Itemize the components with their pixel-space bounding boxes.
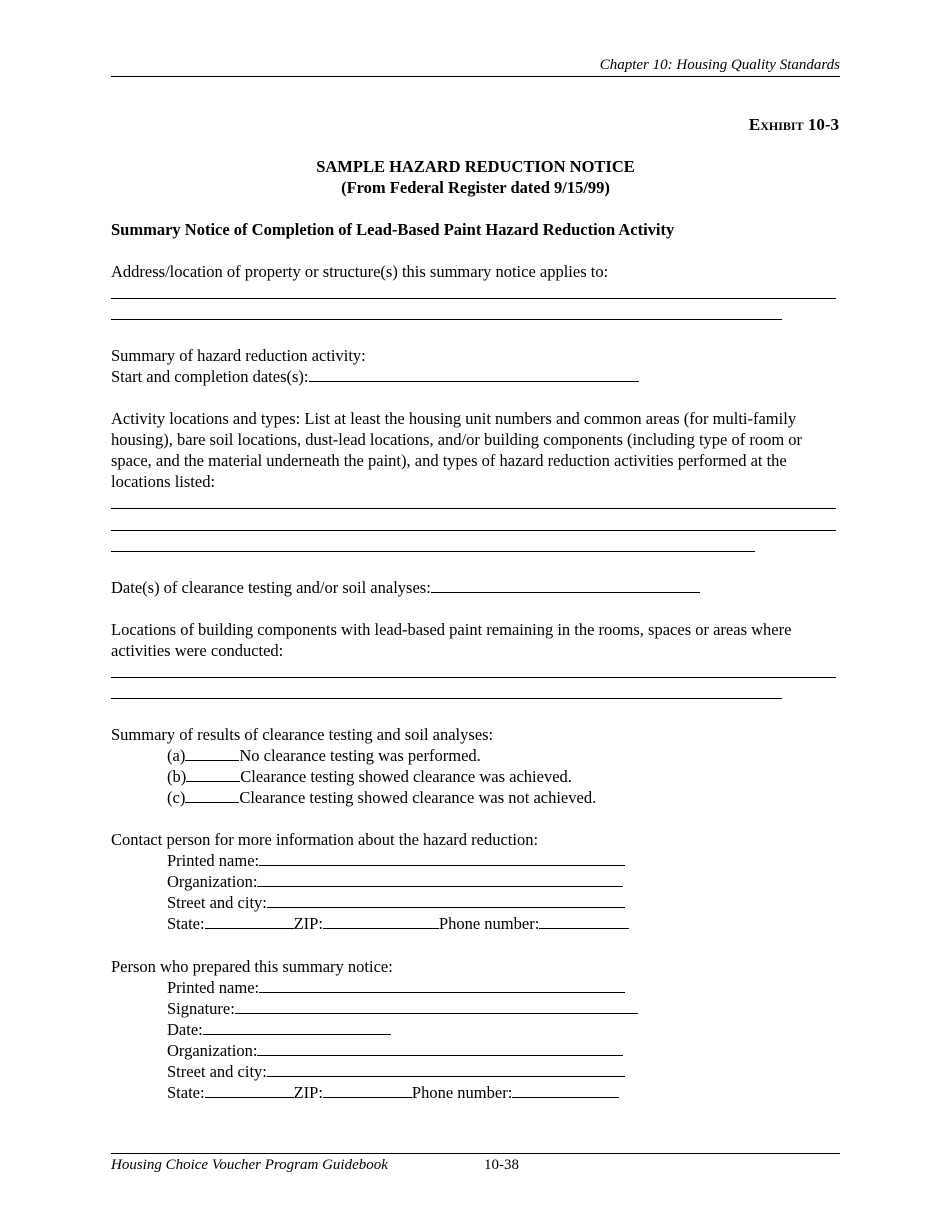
clearance-dates-row bbox=[111, 577, 700, 598]
contact-printed-name-row bbox=[167, 850, 625, 871]
preparer-phone-field[interactable] bbox=[512, 1082, 619, 1098]
field-label: Phone number: bbox=[411, 1083, 513, 1102]
contact-organization-row bbox=[167, 871, 623, 892]
exhibit-label bbox=[749, 114, 839, 136]
option-c-field[interactable] bbox=[185, 787, 239, 803]
field-label: ZIP: bbox=[293, 1083, 323, 1102]
preparer-date-field[interactable] bbox=[203, 1019, 391, 1035]
address-line-2[interactable] bbox=[111, 319, 782, 320]
option-text: Clearance testing showed clearance was not achieved. bbox=[239, 788, 597, 807]
preparer-street-row bbox=[167, 1061, 625, 1082]
contact-state-field[interactable] bbox=[205, 913, 294, 929]
clearance-dates-field[interactable] bbox=[431, 577, 700, 593]
footer-title: Housing Choice Voucher Program Guidebook bbox=[111, 1157, 388, 1173]
preparer-organization-field[interactable] bbox=[257, 1040, 623, 1056]
summary-heading: Summary of hazard reduction activity: bbox=[111, 346, 366, 365]
contact-street-row bbox=[167, 892, 625, 913]
contact-zip-field[interactable] bbox=[323, 913, 439, 929]
address-line-1[interactable] bbox=[111, 298, 836, 299]
form-subtitle: Summary Notice of Completion of Lead-Based Paint Hazard Reduction Activity bbox=[111, 220, 675, 239]
address-label: Address/location of property or structure(s) this summary notice applies to: bbox=[111, 262, 609, 281]
field-label: Street and city: bbox=[167, 1062, 267, 1081]
contact-organization-field[interactable] bbox=[257, 871, 623, 887]
remaining-line-1[interactable] bbox=[111, 677, 836, 678]
footer-rule bbox=[111, 1153, 840, 1154]
preparer-organization-row bbox=[167, 1040, 623, 1061]
title-line-1: SAMPLE HAZARD REDUCTION NOTICE bbox=[316, 157, 635, 176]
result-option-a bbox=[167, 745, 481, 766]
contact-printed-name-field[interactable] bbox=[259, 850, 625, 866]
activity-text: Activity locations and types: List at least the housing unit numbers and common areas (for multi-family housing), bare soil locations, dust-lead locations, and/or building components (including type of room or space, and the material underneath the paint), and types of hazard reduction activities performed at the locations listed: bbox=[111, 409, 803, 491]
dates-field[interactable] bbox=[309, 366, 639, 382]
preparer-heading: Person who prepared this summary notice: bbox=[111, 957, 393, 976]
exhibit-word: Exhibit bbox=[748, 115, 804, 134]
field-label: State: bbox=[167, 914, 205, 933]
field-label: Date: bbox=[167, 1020, 203, 1039]
field-label: State: bbox=[167, 1083, 205, 1102]
option-key: (b) bbox=[167, 767, 187, 786]
option-b-field[interactable] bbox=[186, 766, 240, 782]
field-label: ZIP: bbox=[293, 914, 323, 933]
preparer-date-row bbox=[167, 1019, 391, 1040]
activity-line-1[interactable] bbox=[111, 508, 836, 509]
dates-row bbox=[111, 366, 639, 387]
title-line-2: (From Federal Register dated 9/15/99) bbox=[341, 178, 610, 197]
preparer-state-row bbox=[167, 1082, 619, 1103]
header-rule bbox=[111, 76, 840, 77]
field-label: Printed name: bbox=[167, 851, 260, 870]
field-label: Street and city: bbox=[167, 893, 267, 912]
page-number: 10-38 bbox=[484, 1157, 519, 1173]
field-label: Phone number: bbox=[438, 914, 540, 933]
preparer-printed-name-field[interactable] bbox=[259, 977, 625, 993]
preparer-signature-field[interactable] bbox=[235, 998, 638, 1014]
preparer-signature-row bbox=[167, 998, 638, 1019]
exhibit-number: 10-3 bbox=[803, 115, 839, 134]
clearance-dates-label: Date(s) of clearance testing and/or soil analyses: bbox=[111, 578, 431, 597]
option-key: (a) bbox=[167, 746, 186, 765]
contact-phone-field[interactable] bbox=[539, 913, 629, 929]
field-label: Signature: bbox=[167, 999, 235, 1018]
field-label: Printed name: bbox=[167, 978, 260, 997]
option-key: (c) bbox=[167, 788, 186, 807]
preparer-street-field[interactable] bbox=[267, 1061, 625, 1077]
preparer-zip-field[interactable] bbox=[323, 1082, 412, 1098]
dates-label: Start and completion dates(s): bbox=[111, 367, 309, 386]
activity-line-3[interactable] bbox=[111, 551, 755, 552]
field-label: Organization: bbox=[167, 1041, 258, 1060]
option-text: Clearance testing showed clearance was achieved. bbox=[240, 767, 572, 786]
result-option-c bbox=[167, 787, 596, 808]
contact-heading: Contact person for more information about the hazard reduction: bbox=[111, 830, 539, 849]
remaining-text: Locations of building components with lead-based paint remaining in the rooms, spaces or areas where activities were conducted: bbox=[111, 620, 792, 660]
contact-state-row bbox=[167, 913, 629, 934]
option-a-field[interactable] bbox=[185, 745, 239, 761]
result-option-b bbox=[167, 766, 572, 787]
activity-line-2[interactable] bbox=[111, 530, 836, 531]
results-heading: Summary of results of clearance testing and soil analyses: bbox=[111, 725, 494, 744]
running-header: Chapter 10: Housing Quality Standards bbox=[599, 57, 840, 73]
contact-street-field[interactable] bbox=[267, 892, 625, 908]
remaining-line-2[interactable] bbox=[111, 698, 782, 699]
preparer-state-field[interactable] bbox=[205, 1082, 294, 1098]
option-text: No clearance testing was performed. bbox=[239, 746, 481, 765]
field-label: Organization: bbox=[167, 872, 258, 891]
preparer-printed-name-row bbox=[167, 977, 625, 998]
